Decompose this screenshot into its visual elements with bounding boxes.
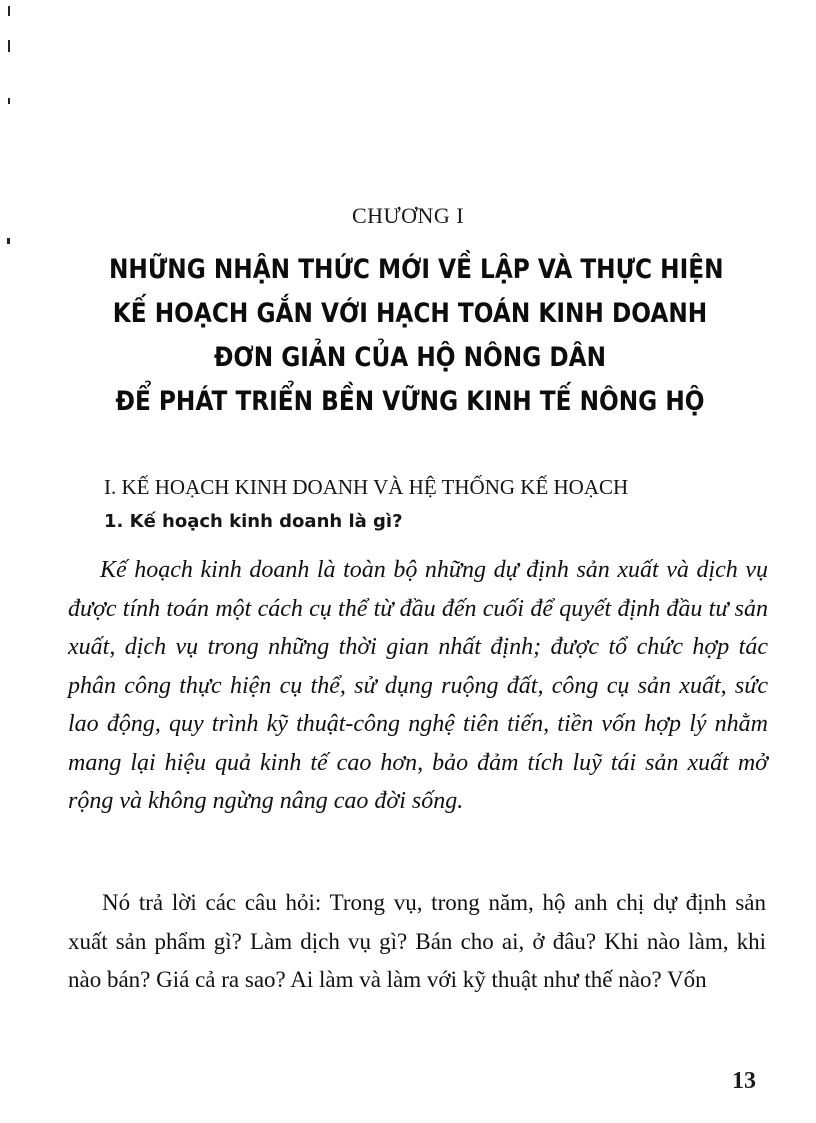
definition-paragraph xyxy=(68,551,768,821)
scan-mark xyxy=(7,238,10,244)
chapter-title-line: ĐỂ PHÁT TRIỂN BỀN VỮNG KINH TẾ NÔNG HỘ xyxy=(115,386,705,417)
definition-text: Kế hoạch kinh doanh là toàn bộ những dự định sản xuất và dịch vụ được tính toán một cách cụ thể từ đầu đến cuối để quyết định đầu tư sản xuất, dịch vụ trong những thời gian nhất định; được tổ chức hợp tác phân công thực hiện cụ thể, sử dụng ruộng đất, công cụ sản xuất, sức lao động, quy trình kỹ thuật-công nghệ tiên tiến, tiền vốn hợp lý nhằm mang lại hiệu quả kinh tế cao hơn, bảo đảm tích luỹ tái sản xuất mở rộng và không ngừng nâng cao đời sống. xyxy=(68,557,768,814)
chapter-title-line: KẾ HOẠCH GẮN VỚI HẠCH TOÁN KINH DOANH xyxy=(112,298,708,329)
scan-mark xyxy=(8,98,10,104)
sub-heading: 1. Kế hoạch kinh doanh là gì? xyxy=(104,511,403,532)
chapter-title-line: ĐƠN GIẢN CỦA HỘ NÔNG DÂN xyxy=(213,342,607,373)
body-paragraph xyxy=(68,884,766,1000)
chapter-title-line: NHỮNG NHẬN THỨC MỚI VỀ LẬP VÀ THỰC HIỆN xyxy=(109,254,724,285)
body-text: Nó trả lời các câu hỏi: Trong vụ, trong năm, hộ anh chị dự định sản xuất sản phẩm gì? Làm dịch vụ gì? Bán cho ai, ở đâu? Khi nào làm, khi nào bán? Giá cả ra sao? Ai làm và làm với kỹ thuật như thế nào? Vốn xyxy=(68,890,766,992)
scan-mark xyxy=(8,6,10,16)
chapter-label: CHƯƠNG I xyxy=(351,203,465,228)
scan-mark xyxy=(8,40,10,52)
page-number: 13 xyxy=(732,1068,756,1094)
section-heading: I. KẾ HOẠCH KINH DOANH VÀ HỆ THỐNG KẾ HOẠCH xyxy=(104,475,629,499)
chapter-title xyxy=(109,248,724,424)
